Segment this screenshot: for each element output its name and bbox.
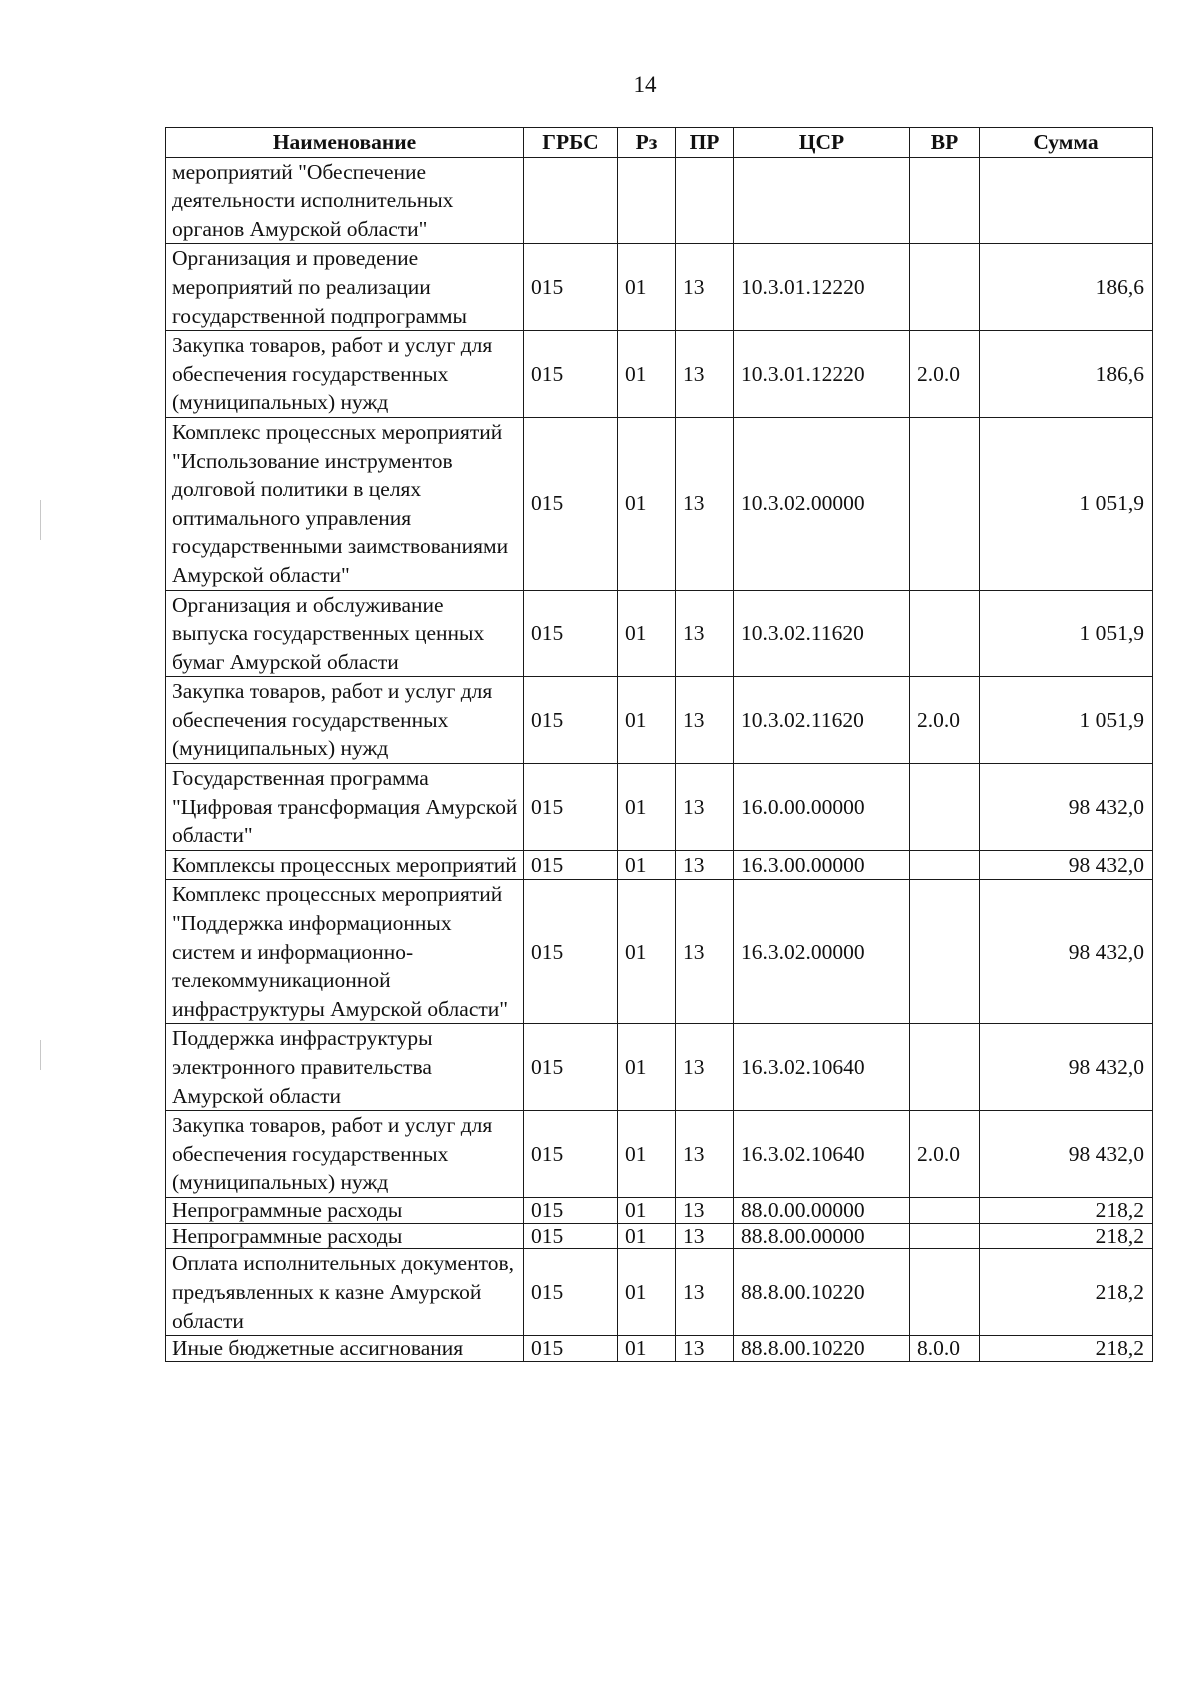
row-csr: 16.3.00.00000 — [734, 850, 910, 880]
row-grbs: 015 — [524, 1024, 618, 1111]
row-name: Организация и обслуживание выпуска государственных ценных бумаг Амурской области — [166, 590, 524, 677]
row-rz: 01 — [618, 244, 676, 331]
table-row — [166, 590, 1153, 677]
row-rz: 01 — [618, 677, 676, 764]
row-csr: 10.3.01.12220 — [734, 331, 910, 418]
header-grbs: ГРБС — [524, 128, 618, 158]
row-csr: 10.3.01.12220 — [734, 244, 910, 331]
row-sum: 98 432,0 — [980, 1024, 1153, 1111]
scan-margin-mark-top — [40, 500, 41, 540]
row-vr: 2.0.0 — [910, 1111, 980, 1198]
header-vr: ВР — [910, 128, 980, 158]
row-vr — [910, 764, 980, 851]
table-body — [166, 157, 1153, 1361]
row-rz: 01 — [618, 1111, 676, 1198]
row-grbs: 015 — [524, 1111, 618, 1198]
row-pr — [676, 157, 734, 244]
row-grbs: 015 — [524, 1197, 618, 1223]
row-grbs: 015 — [524, 590, 618, 677]
row-vr: 8.0.0 — [910, 1336, 980, 1362]
row-csr — [734, 157, 910, 244]
row-sum: 186,6 — [980, 244, 1153, 331]
header-sum: Сумма — [980, 128, 1153, 158]
table-row — [166, 880, 1153, 1024]
table-row — [166, 850, 1153, 880]
row-csr: 88.8.00.10220 — [734, 1249, 910, 1336]
row-pr: 13 — [676, 880, 734, 1024]
row-grbs: 015 — [524, 880, 618, 1024]
header-csr: ЦСР — [734, 128, 910, 158]
table-row — [166, 1024, 1153, 1111]
row-csr: 88.8.00.10220 — [734, 1336, 910, 1362]
table-header-row — [166, 128, 1153, 158]
row-name: Оплата исполнительных документов, предъявленных к казне Амурской области — [166, 1249, 524, 1336]
row-grbs — [524, 157, 618, 244]
row-vr — [910, 157, 980, 244]
row-csr: 10.3.02.00000 — [734, 417, 910, 590]
row-sum: 98 432,0 — [980, 850, 1153, 880]
row-grbs: 015 — [524, 1336, 618, 1362]
row-csr: 16.0.00.00000 — [734, 764, 910, 851]
row-sum: 218,2 — [980, 1223, 1153, 1249]
table-row — [166, 1111, 1153, 1198]
header-rz: Рз — [618, 128, 676, 158]
row-sum: 218,2 — [980, 1249, 1153, 1336]
row-csr: 16.3.02.00000 — [734, 880, 910, 1024]
row-grbs: 015 — [524, 1249, 618, 1336]
row-name: Закупка товаров, работ и услуг для обеспечения государственных (муниципальных) нужд — [166, 677, 524, 764]
row-pr: 13 — [676, 764, 734, 851]
row-grbs: 015 — [524, 850, 618, 880]
row-grbs: 015 — [524, 331, 618, 418]
row-rz: 01 — [618, 1336, 676, 1362]
row-grbs: 015 — [524, 244, 618, 331]
row-pr: 13 — [676, 417, 734, 590]
row-pr: 13 — [676, 590, 734, 677]
row-sum: 1 051,9 — [980, 590, 1153, 677]
row-sum: 218,2 — [980, 1336, 1153, 1362]
row-rz: 01 — [618, 1024, 676, 1111]
row-rz: 01 — [618, 590, 676, 677]
row-pr: 13 — [676, 1111, 734, 1198]
row-vr — [910, 244, 980, 331]
row-sum: 218,2 — [980, 1197, 1153, 1223]
row-vr — [910, 417, 980, 590]
row-pr: 13 — [676, 677, 734, 764]
row-rz: 01 — [618, 850, 676, 880]
row-pr: 13 — [676, 1249, 734, 1336]
table-row — [166, 764, 1153, 851]
row-name: Комплекс процессных мероприятий "Поддержка информационных систем и информационно-телекоммуникационной инфраструктуры Амурской области" — [166, 880, 524, 1024]
row-rz: 01 — [618, 417, 676, 590]
row-rz: 01 — [618, 1223, 676, 1249]
row-rz — [618, 157, 676, 244]
row-pr: 13 — [676, 1024, 734, 1111]
table-row — [166, 1223, 1153, 1249]
row-sum: 186,6 — [980, 331, 1153, 418]
row-pr: 13 — [676, 1336, 734, 1362]
row-vr — [910, 1197, 980, 1223]
budget-table — [165, 127, 1153, 1362]
row-name: Иные бюджетные ассигнования — [166, 1336, 524, 1362]
table-row — [166, 1249, 1153, 1336]
row-grbs: 015 — [524, 417, 618, 590]
row-name: Комплексы процессных мероприятий — [166, 850, 524, 880]
row-sum: 1 051,9 — [980, 417, 1153, 590]
row-vr — [910, 1024, 980, 1111]
row-pr: 13 — [676, 850, 734, 880]
table-row — [166, 1336, 1153, 1362]
row-pr: 13 — [676, 331, 734, 418]
row-vr: 2.0.0 — [910, 331, 980, 418]
row-csr: 16.3.02.10640 — [734, 1024, 910, 1111]
row-csr: 88.0.00.00000 — [734, 1197, 910, 1223]
row-name: Непрограммные расходы — [166, 1197, 524, 1223]
header-pr: ПР — [676, 128, 734, 158]
header-name: Наименование — [166, 128, 524, 158]
table-row — [166, 1197, 1153, 1223]
row-rz: 01 — [618, 1249, 676, 1336]
page-number: 14 — [633, 72, 657, 97]
scan-margin-mark-bottom — [40, 1040, 41, 1070]
row-grbs: 015 — [524, 677, 618, 764]
row-vr — [910, 850, 980, 880]
row-sum: 98 432,0 — [980, 764, 1153, 851]
row-sum: 1 051,9 — [980, 677, 1153, 764]
row-vr — [910, 1249, 980, 1336]
row-name: Государственная программа "Цифровая трансформация Амурской области" — [166, 764, 524, 851]
row-name: мероприятий "Обеспечение деятельности исполнительных органов Амурской области" — [166, 157, 524, 244]
table-row — [166, 417, 1153, 590]
row-csr: 88.8.00.00000 — [734, 1223, 910, 1249]
row-name: Закупка товаров, работ и услуг для обеспечения государственных (муниципальных) нужд — [166, 331, 524, 418]
row-name: Поддержка инфраструктуры электронного правительства Амурской области — [166, 1024, 524, 1111]
row-rz: 01 — [618, 331, 676, 418]
row-name: Организация и проведение мероприятий по реализации государственной подпрограммы — [166, 244, 524, 331]
row-rz: 01 — [618, 764, 676, 851]
row-vr — [910, 880, 980, 1024]
row-rz: 01 — [618, 1197, 676, 1223]
row-name: Закупка товаров, работ и услуг для обеспечения государственных (муниципальных) нужд — [166, 1111, 524, 1198]
table-row — [166, 331, 1153, 418]
row-name: Комплекс процессных мероприятий "Использование инструментов долговой политики в целях оптимального управления государственными заимствованиями Амурской области" — [166, 417, 524, 590]
row-sum: 98 432,0 — [980, 880, 1153, 1024]
table-row — [166, 677, 1153, 764]
row-csr: 16.3.02.10640 — [734, 1111, 910, 1198]
row-pr: 13 — [676, 244, 734, 331]
row-vr — [910, 1223, 980, 1249]
row-grbs: 015 — [524, 1223, 618, 1249]
row-csr: 10.3.02.11620 — [734, 677, 910, 764]
row-csr: 10.3.02.11620 — [734, 590, 910, 677]
row-name: Непрограммные расходы — [166, 1223, 524, 1249]
table-row — [166, 244, 1153, 331]
row-grbs: 015 — [524, 764, 618, 851]
row-rz: 01 — [618, 880, 676, 1024]
table-row — [166, 157, 1153, 244]
row-pr: 13 — [676, 1197, 734, 1223]
row-vr: 2.0.0 — [910, 677, 980, 764]
row-vr — [910, 590, 980, 677]
row-pr: 13 — [676, 1223, 734, 1249]
row-sum — [980, 157, 1153, 244]
row-sum: 98 432,0 — [980, 1111, 1153, 1198]
